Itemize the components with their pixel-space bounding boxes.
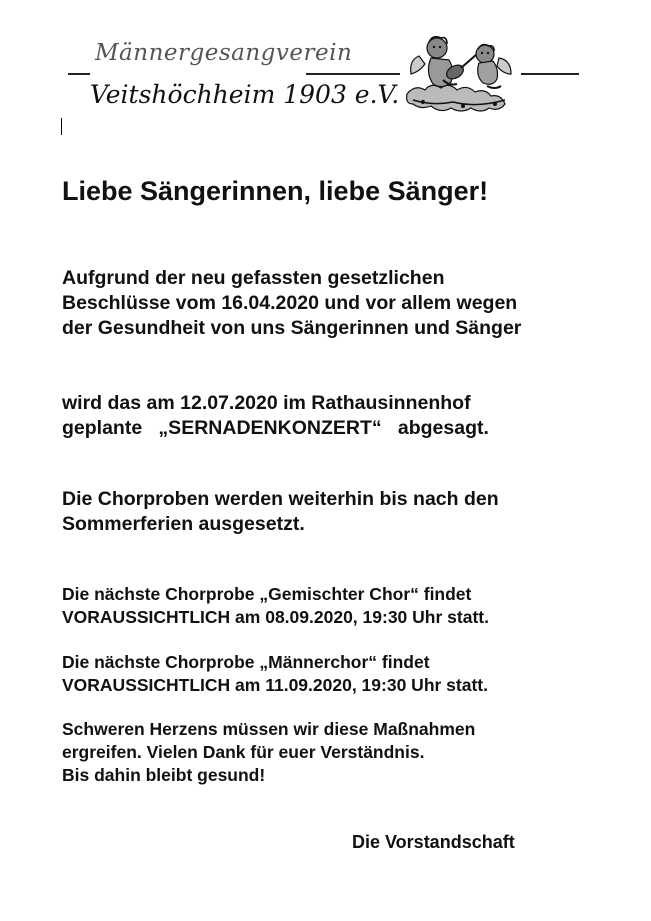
letterhead	[0, 0, 651, 120]
letterhead-rule-right	[521, 73, 579, 75]
paragraph-line: Schweren Herzens müssen wir diese Maßnahmen	[62, 719, 476, 739]
letterhead-rule-middle	[306, 73, 400, 75]
paragraph-line: Die nächste Chorprobe „Männerchor“ findet	[62, 652, 430, 672]
paragraph-rehearsals-suspended	[62, 487, 499, 537]
cherubs-emblem-icon	[403, 28, 519, 112]
paragraph-concert-cancelled	[62, 391, 489, 441]
paragraph-line: Bis dahin bleibt gesund!	[62, 765, 266, 785]
paragraph-line: Die nächste Chorprobe „Gemischter Chor“ findet	[62, 584, 472, 604]
paragraph-line: geplante „SERNADENKONZERT“ abgesagt.	[62, 417, 489, 439]
text-cursor	[61, 118, 62, 135]
salutation: Liebe Sängerinnen, liebe Sänger!	[62, 176, 489, 206]
paragraph-closing	[62, 718, 475, 787]
paragraph-mens-choir-rehearsal	[62, 651, 488, 697]
club-name-line1: Männergesangverein	[95, 40, 353, 66]
paragraph-line: Sommerferien ausgesetzt.	[62, 513, 305, 535]
paragraph-line: Die Chorproben werden weiterhin bis nach den	[62, 488, 499, 510]
letterhead-rule-left	[68, 73, 90, 75]
paragraph-regulations	[62, 266, 521, 341]
paragraph-line: der Gesundheit von uns Sängerinnen und Sänger	[62, 317, 522, 339]
paragraph-line: ergreifen. Vielen Dank für euer Verständnis.	[62, 742, 425, 762]
signature: Die Vorstandschaft	[352, 832, 515, 852]
club-name-line2: Veitshöchheim 1903 e.V.	[90, 80, 400, 109]
paragraph-line: VORAUSSICHTLICH am 08.09.2020, 19:30 Uhr statt.	[62, 607, 489, 627]
paragraph-line: Aufgrund der neu gefassten gesetzlichen	[62, 267, 445, 289]
paragraph-line: VORAUSSICHTLICH am 11.09.2020, 19:30 Uhr statt.	[62, 675, 488, 695]
paragraph-line: wird das am 12.07.2020 im Rathausinnenhof	[62, 392, 471, 414]
paragraph-line: Beschlüsse vom 16.04.2020 und vor allem wegen	[62, 292, 518, 314]
paragraph-mixed-choir-rehearsal	[62, 583, 489, 629]
